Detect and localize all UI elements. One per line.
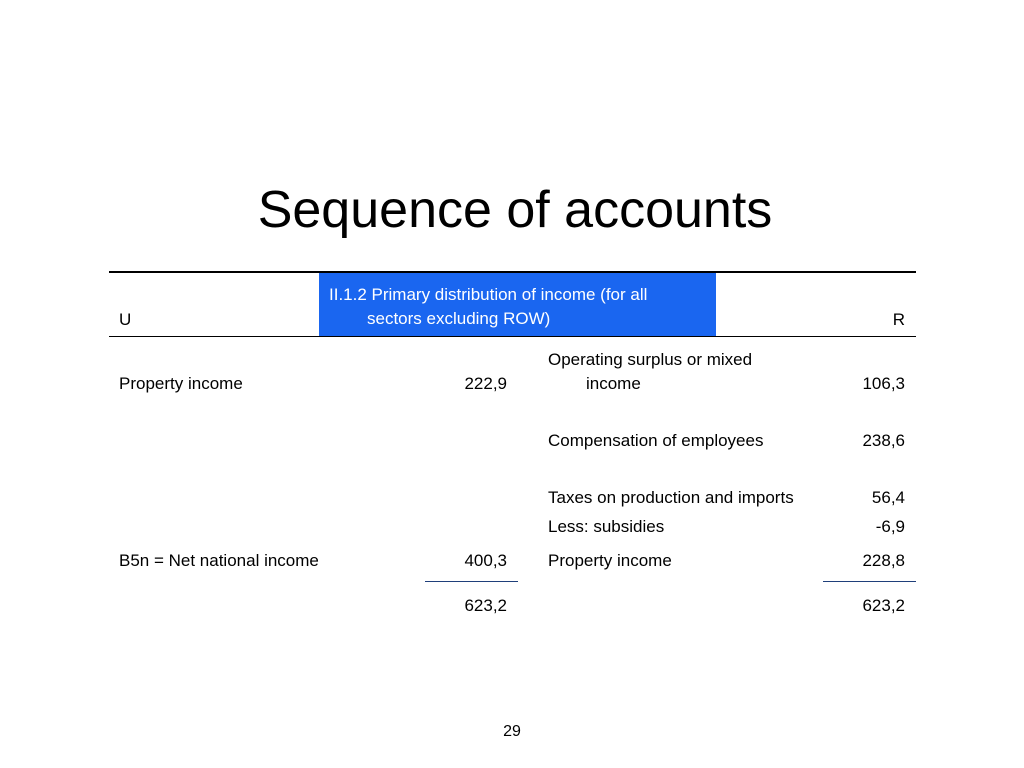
table-header-rule xyxy=(109,336,916,337)
slide-title: Sequence of accounts xyxy=(257,181,773,239)
resources-header: R xyxy=(892,310,905,329)
resources-total-value: 623,2 xyxy=(862,596,905,615)
uses-total-value: 623,2 xyxy=(464,596,507,615)
account-heading-line-2: sectors excluding ROW) xyxy=(367,309,551,328)
page-number: 29 xyxy=(503,723,521,740)
resources-item-operating-surplus-label-2: income xyxy=(586,374,641,393)
resources-item-operating-surplus-label-1: Operating surplus or mixed xyxy=(548,350,753,369)
account-heading-line-1: II.1.2 Primary distribution of income (for all xyxy=(329,285,648,304)
resources-item-subsidies-label: Less: subsidies xyxy=(548,517,665,536)
uses-total-underline xyxy=(425,581,518,582)
resources-item-property-income-value: 228,8 xyxy=(862,551,905,570)
resources-total-underline xyxy=(823,581,916,582)
resources-item-subsidies-value: -6,9 xyxy=(875,517,905,536)
resources-item-compensation-value: 238,6 xyxy=(862,431,905,450)
uses-item-property-income-label: Property income xyxy=(119,374,243,393)
resources-item-taxes-value: 56,4 xyxy=(871,488,905,507)
resources-item-taxes-label: Taxes on production and imports xyxy=(548,488,794,507)
resources-item-property-income-label: Property income xyxy=(548,551,672,570)
uses-item-net-national-income-value: 400,3 xyxy=(464,551,507,570)
uses-header: U xyxy=(119,310,132,329)
resources-item-operating-surplus-value: 106,3 xyxy=(862,374,905,393)
uses-item-net-national-income-label: B5n = Net national income xyxy=(119,551,319,570)
resources-item-compensation-label: Compensation of employees xyxy=(548,431,764,450)
uses-item-property-income-value: 222,9 xyxy=(464,374,507,393)
